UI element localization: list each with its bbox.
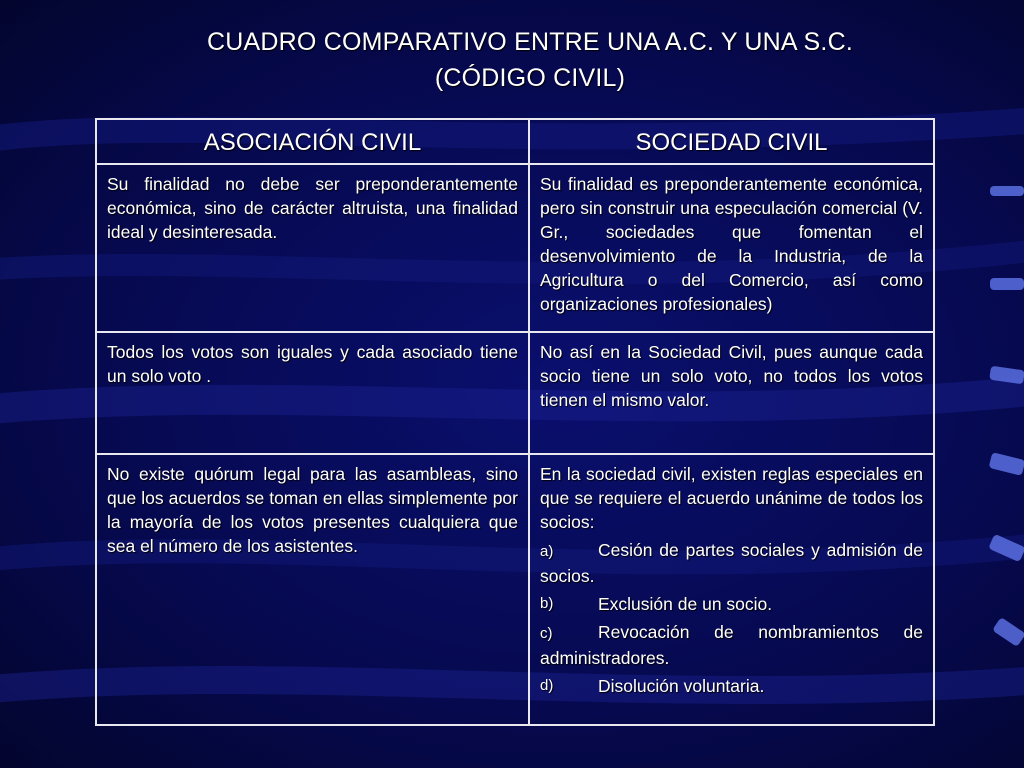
- list-text: Disolución voluntaria.: [598, 676, 765, 696]
- list-item: [540, 674, 923, 698]
- list-label: b): [540, 595, 554, 612]
- cell-text: En la sociedad civil, existen reglas especiales en que se requiere el acuerdo unánime de todos los socios:: [540, 464, 923, 532]
- header-sociedad-civil: SOCIEDAD CIVIL: [529, 119, 934, 164]
- cell-text: Su finalidad no debe ser preponderantemente económica, sino de carácter altruista, una finalidad ideal y desinteresada.: [107, 174, 518, 242]
- slide-title: CUADRO COMPARATIVO ENTRE UNA A.C. Y UNA S.C.: [207, 28, 853, 56]
- cell-sc-finalidad: [529, 164, 934, 332]
- list-text: Cesión de partes sociales y admisión de socios.: [540, 540, 923, 586]
- cell-text: No existe quórum legal para las asambleas, sino que los acuerdos se toman en ellas simplemente por la mayoría de los votos presentes cualquiera que sea el número de los asistentes.: [107, 464, 518, 556]
- cell-sc-votos: [529, 332, 934, 454]
- comparison-table: [95, 118, 935, 726]
- list-item: [540, 592, 923, 616]
- table-row: [96, 332, 934, 454]
- list-label: c): [540, 625, 553, 642]
- list-item: [540, 538, 923, 588]
- cell-text: No así en la Sociedad Civil, pues aunque cada socio tiene un solo voto, no todos los votos tienen el mismo valor.: [540, 342, 923, 410]
- cell-text: Su finalidad es preponderantemente económica, pero sin construir una especulación comercial (V. Gr., sociedades que fomentan el desenvolvimiento de la Industria, de la Agricultura o del Comercio, así como organizaciones profesionales): [540, 174, 923, 314]
- table-row: [96, 454, 934, 725]
- table-row: [96, 164, 934, 332]
- slide-subtitle: (CÓDIGO CIVIL): [434, 64, 626, 92]
- table-header-row: [96, 119, 934, 164]
- list-text: Revocación de nombramientos de administradores.: [540, 622, 923, 668]
- list-label: d): [540, 677, 554, 694]
- cell-ac-votos: [96, 332, 529, 454]
- cell-sc-quorum: [529, 454, 934, 725]
- cell-ac-quorum: [96, 454, 529, 725]
- cell-ac-finalidad: [96, 164, 529, 332]
- list-label: a): [540, 543, 554, 560]
- list-text: Exclusión de un socio.: [598, 594, 773, 614]
- cell-text: Todos los votos son iguales y cada asociado tiene un solo voto .: [107, 342, 518, 386]
- list-item: [540, 620, 923, 670]
- header-asociacion-civil: ASOCIACIÓN CIVIL: [96, 119, 529, 164]
